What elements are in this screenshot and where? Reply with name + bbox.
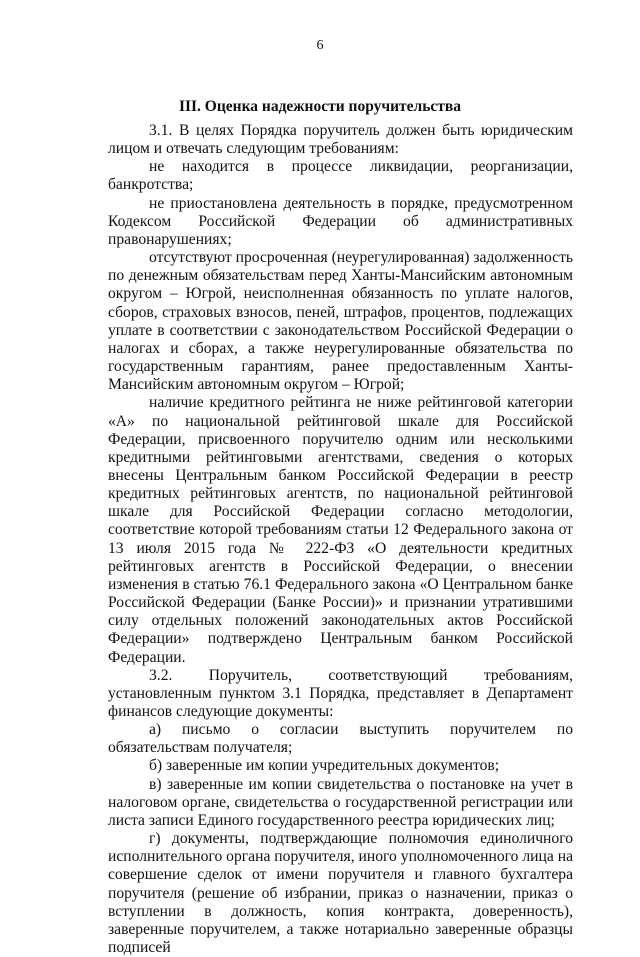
page-number: 6 [316, 38, 324, 53]
document-body [108, 122, 573, 957]
requirement-not-suspended: не приостановлена деятельность в порядке, предусмотренном Кодексом Российской Федерации об административных правонарушениях; [108, 194, 573, 248]
requirement-not-liquidating: не находится в процессе ликвидации, реорганизации, банкротства; [108, 158, 573, 194]
requirement-credit-rating: наличие кредитного рейтинга не ниже рейтинговой категории «А» по национальной рейтинговой шкале для Российской Федерации, присвоенного поручителю одним или несколькими кредитными рейтинговыми агентствами, сведения о которых внесены Центральным банком Российской Федерации в реестр кредитных рейтинговых агентств, по национальной рейтинговой шкале для Российской Федерации согласно методологии, соответствие которой требованиям статьи 12 Федерального закона от 13 июля 2015 года № 222-ФЗ «О деятельности кредитных рейтинговых агентств в Российской Федерации, о внесении изменения в статью 76.1 Федерального закона «О Центральном банке Российской Федерации (Банке России)» и признании утратившими силу отдельных положений законодательных актов Российской Федерации» подтверждено Центральным банком Российской Федерации. [108, 394, 573, 666]
paragraph-3-1: 3.1. В целях Порядка поручитель должен быть юридическим лицом и отвечать следующим требованиям: [108, 122, 573, 158]
section-title: III. Оценка надежности поручительства [178, 98, 462, 115]
document-item-b: б) заверенные им копии учредительных документов; [149, 757, 500, 775]
paragraph-3-2: 3.2. Поручитель, соответствующий требованиям, установленным пунктом 3.1 Порядка, представляет в Департамент финансов следующие документы: [108, 666, 573, 720]
document-item-v: в) заверенные им копии свидетельства о постановке на учет в налоговом органе, свидетельства о государственной регистрации или листа записи Единого государственного реестра юридических лиц; [108, 775, 573, 829]
document-item-g: г) документы, подтверждающие полномочия единоличного исполнительного органа поручителя, иного уполномоченного лица на совершение сделок от имени поручителя и главного бухгалтера поручителя (решение об избрании, приказ о назначении, приказ о вступлении в должность, копия контракта, доверенность), заверенные поручителем, а также нотариально заверенные образцы подписей [108, 830, 573, 957]
requirement-no-debt: отсутствуют просроченная (неурегулированная) задолженность по денежным обязательствам перед Ханты-Мансийским автономным округом – Югрой, неисполненная обязанность по уплате налогов, сборов, страховых взносов, пеней, штрафов, процентов, подлежащих уплате в соответствии с законодательством Российской Федерации о налогах и сборах, а также неурегулированные обязательства по государственным гарантиям, ранее предоставленным Ханты-Мансийским автономным округом – Югрой; [108, 249, 573, 394]
document-item-a: а) письмо о согласии выступить поручителем по обязательствам получателя; [108, 721, 573, 757]
